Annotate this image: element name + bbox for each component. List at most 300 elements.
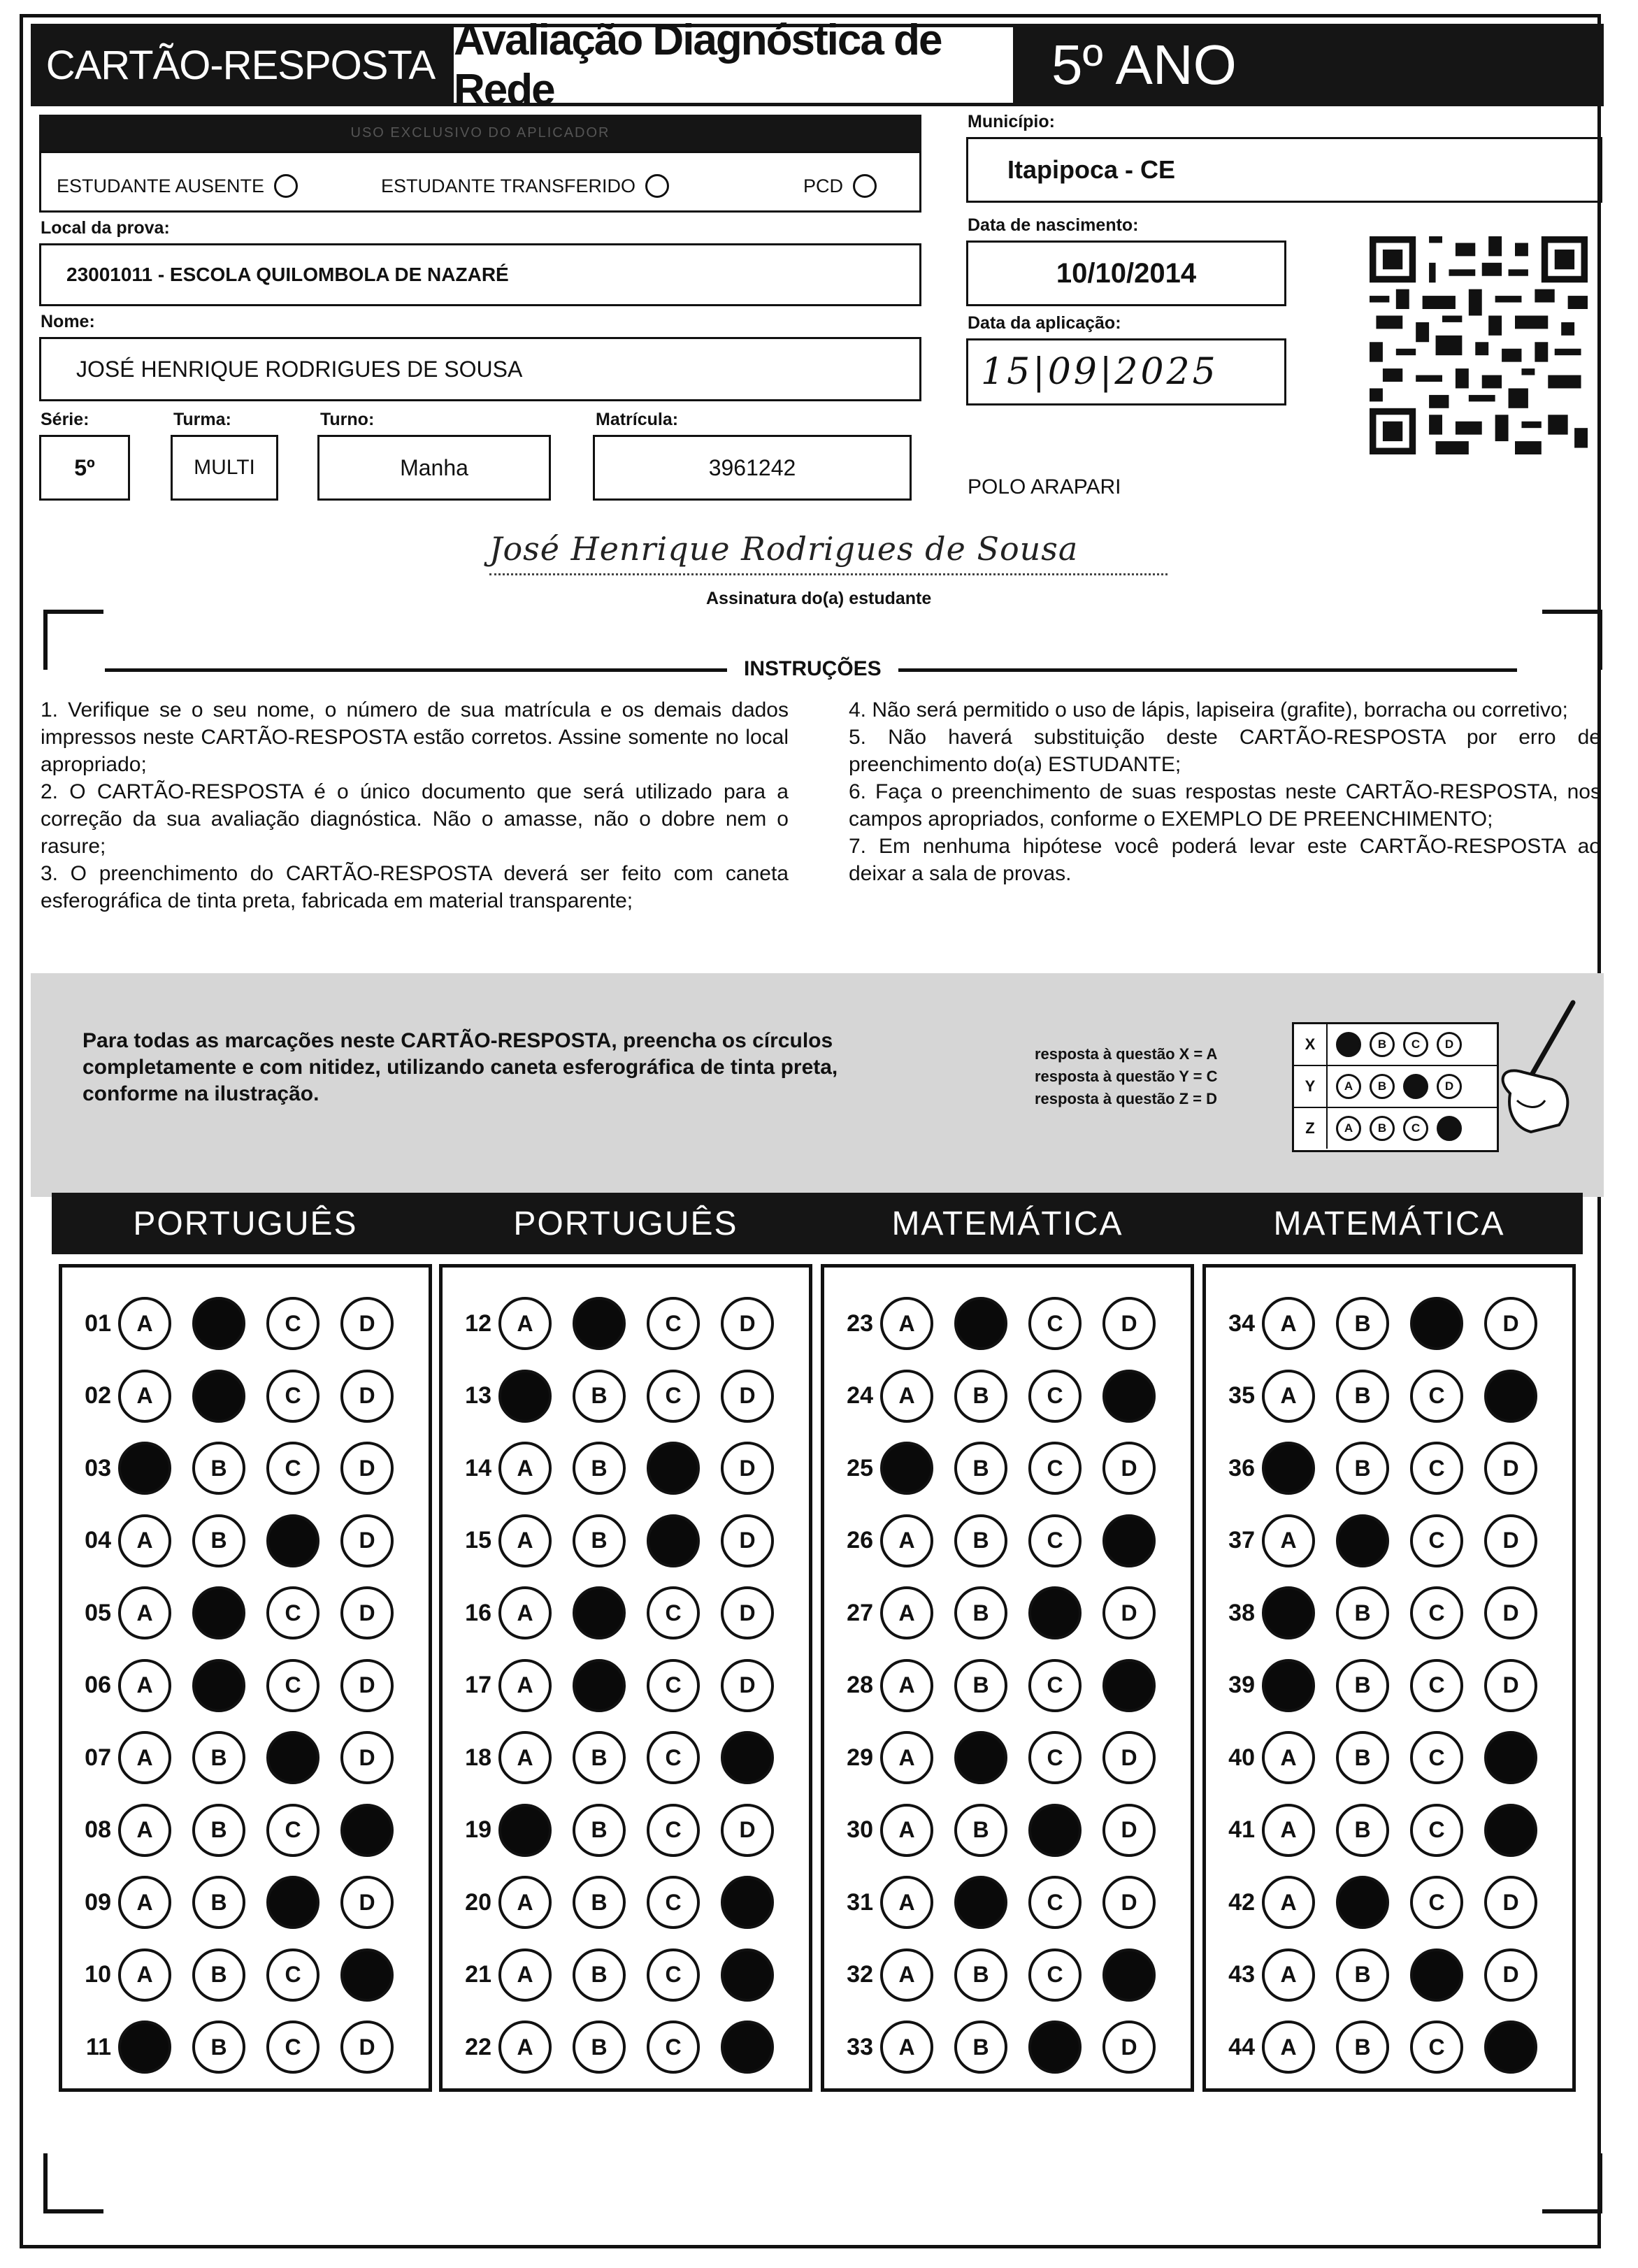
pcd-option[interactable] [803, 174, 877, 198]
answer-bubble-b[interactable]: B [192, 1948, 245, 2002]
answer-bubble-c[interactable] [1410, 1297, 1463, 1350]
nascimento-label: Data de nascimento: [968, 215, 1139, 235]
question-row [62, 1947, 415, 2003]
answer-bubble-a[interactable]: A [1262, 1731, 1315, 1784]
corner-mark-tr [1542, 610, 1602, 670]
answer-bubble-a[interactable]: A [498, 1586, 552, 1639]
question-number: 17 [465, 1672, 491, 1698]
question-row [1206, 1296, 1558, 1351]
answer-bubble-d[interactable]: D [340, 1659, 394, 1712]
answer-bubble-b[interactable]: B [1336, 1804, 1389, 1857]
answer-bubble-c[interactable] [266, 1514, 319, 1567]
answer-bubble-c[interactable]: C [647, 1948, 700, 2002]
answer-bubble-b[interactable]: B [192, 1804, 245, 1857]
transferred-label: ESTUDANTE TRANSFERIDO [381, 175, 636, 196]
matricula-field[interactable]: 3961242 [593, 435, 912, 501]
answer-bubble-a[interactable] [118, 1442, 171, 1495]
answer-bubble-b[interactable]: B [1336, 1948, 1389, 2002]
question-number: 18 [465, 1744, 491, 1771]
instruction-item: 4. Não será permitido o uso de lápis, lapiseira (grafite), borracha ou corretivo; [849, 698, 1568, 722]
qr-code [1365, 236, 1593, 454]
instruction-item: 2. O CARTÃO-RESPOSTA é o único documento que será utilizado para a correção da sua avaliação diagnóstica. Não o amasse, não o dobre nem o rasure; [41, 780, 789, 858]
answer-bubble-d[interactable]: D [721, 1442, 774, 1495]
legend-item: resposta à questão Y = C [1035, 1068, 1218, 1085]
question-row [1206, 2019, 1558, 2075]
answer-bubble-a[interactable] [118, 2021, 171, 2074]
answer-bubble-a[interactable] [880, 1442, 933, 1495]
answer-bubble-c[interactable]: C [647, 1297, 700, 1350]
answer-panel [439, 1264, 812, 2092]
answer-bubble-d[interactable]: D [1484, 1659, 1537, 1712]
answer-bubble-b[interactable]: B [1336, 1370, 1389, 1423]
question-number: 15 [465, 1527, 491, 1553]
question-number: 19 [465, 1816, 491, 1843]
signature-caption: Assinatura do(a) estudante [706, 589, 932, 608]
question-number: 42 [1228, 1888, 1255, 1916]
answer-bubble-b[interactable]: B [573, 1370, 626, 1423]
absent-label: ESTUDANTE AUSENTE [57, 175, 265, 196]
answer-bubble-a[interactable]: A [118, 1876, 171, 1929]
answer-bubble-d[interactable]: D [1484, 1442, 1537, 1495]
answer-bubble-a[interactable]: A [118, 1804, 171, 1857]
answer-bubble-b[interactable]: B [573, 1731, 626, 1784]
answer-bubble-d[interactable]: D [1102, 1297, 1156, 1350]
answer-bubble-b[interactable]: B [1336, 1586, 1389, 1639]
answer-bubble-a[interactable]: A [118, 1948, 171, 2002]
question-number: 10 [85, 1961, 111, 1988]
question-row [62, 1368, 415, 1424]
absent-option[interactable] [57, 174, 298, 198]
answer-bubble-c[interactable]: C [1028, 1442, 1082, 1495]
question-row [824, 1730, 1177, 1786]
applicator-options [39, 151, 921, 213]
answer-bubble-c[interactable]: C [1410, 1804, 1463, 1857]
question-number: 04 [85, 1527, 111, 1553]
answer-bubble-d[interactable]: D [340, 1731, 394, 1784]
answer-bubble-c[interactable]: C [266, 1442, 319, 1495]
answer-bubble-c[interactable]: C [1028, 1297, 1082, 1350]
answer-bubble-c[interactable]: C [647, 1659, 700, 1712]
answer-bubble-a[interactable]: A [880, 1948, 933, 2002]
question-row [824, 1296, 1177, 1351]
municipio-label: Município: [968, 112, 1055, 131]
answer-bubble-b[interactable] [1336, 1514, 1389, 1567]
question-row [1206, 1802, 1558, 1858]
answer-bubble-a[interactable]: A [880, 1659, 933, 1712]
answer-bubble-d[interactable]: D [340, 1876, 394, 1929]
answer-bubble-c[interactable]: C [1410, 1876, 1463, 1929]
question-number: 39 [1228, 1672, 1255, 1698]
answer-bubble-b[interactable] [573, 1297, 626, 1350]
answer-bubble-a[interactable]: A [118, 1514, 171, 1567]
question-row [443, 1368, 795, 1424]
answer-bubble-b[interactable]: B [192, 1514, 245, 1567]
question-row [824, 1802, 1177, 1858]
answer-bubble-d[interactable] [721, 1876, 774, 1929]
answer-bubble-d[interactable] [721, 2021, 774, 2074]
answer-bubble-c[interactable]: C [1028, 1876, 1082, 1929]
answer-bubble-d[interactable]: D [340, 1586, 394, 1639]
answer-bubble-d[interactable]: D [340, 1514, 394, 1567]
question-row [824, 1585, 1177, 1641]
answer-bubble-d[interactable]: D [1102, 2021, 1156, 2074]
answer-bubble-c[interactable] [266, 1876, 319, 1929]
answer-bubble-d[interactable] [1102, 1514, 1156, 1567]
answer-bubble-a[interactable]: A [1262, 1370, 1315, 1423]
header-title: CARTÃO-RESPOSTA [31, 24, 450, 106]
example-row [1294, 1108, 1497, 1149]
answer-bubble-a[interactable]: A [880, 1804, 933, 1857]
answer-bubble-c[interactable]: C [266, 1370, 319, 1423]
answer-bubble-c[interactable]: C [1410, 1586, 1463, 1639]
answer-bubble-d[interactable]: D [1484, 1586, 1537, 1639]
example-row-key: Z [1294, 1108, 1328, 1149]
answer-bubble-c[interactable] [1410, 1948, 1463, 2002]
aplicacao-label: Data da aplicação: [968, 313, 1121, 333]
turma-field[interactable]: MULTI [171, 435, 278, 501]
answer-bubble-a[interactable]: A [1262, 1297, 1315, 1350]
answer-bubble-a[interactable] [1262, 1586, 1315, 1639]
instruction-item: 1. Verifique se o seu nome, o número de sua matrícula e os demais dados impressos neste CARTÃO-RESPOSTA estão corretos. Assine somente no local apropriado; [41, 698, 789, 776]
question-row [443, 1730, 795, 1786]
answer-bubble-c[interactable]: C [1410, 2021, 1463, 2074]
question-row [443, 1874, 795, 1930]
answer-bubble-b[interactable]: B [954, 2021, 1007, 2074]
answer-bubble-a[interactable]: A [498, 1731, 552, 1784]
answer-bubble-c[interactable]: C [1410, 1659, 1463, 1712]
answer-bubble-a[interactable]: A [498, 1659, 552, 1712]
answer-bubble-a[interactable] [498, 1370, 552, 1423]
answer-bubble-a[interactable]: A [880, 1297, 933, 1350]
answer-bubble-d[interactable]: D [721, 1804, 774, 1857]
instructions-left [41, 696, 789, 914]
absent-checkbox[interactable] [274, 174, 298, 198]
example-bubble [1437, 1116, 1462, 1141]
answer-bubble-b[interactable]: B [954, 1659, 1007, 1712]
answer-bubble-c[interactable]: C [1410, 1731, 1463, 1784]
answer-bubble-c[interactable]: C [647, 1876, 700, 1929]
question-row [443, 1658, 795, 1714]
answer-bubble-a[interactable]: A [118, 1370, 171, 1423]
answer-bubble-c[interactable]: C [1410, 1370, 1463, 1423]
answer-bubble-d[interactable] [1484, 1370, 1537, 1423]
answer-bubble-d[interactable]: D [340, 1370, 394, 1423]
answer-bubble-b[interactable]: B [573, 1514, 626, 1567]
answer-bubble-a[interactable]: A [498, 2021, 552, 2074]
answer-bubble-c[interactable]: C [1028, 1731, 1082, 1784]
answer-bubble-b[interactable] [954, 1297, 1007, 1350]
handwritten-signature: José Henrique Rodrigues de Sousa [489, 530, 1079, 568]
turno-field[interactable]: Manha [317, 435, 551, 501]
answer-bubble-a[interactable]: A [880, 1586, 933, 1639]
grade-title: 5º ANO [1016, 24, 1604, 106]
transferred-option[interactable] [381, 174, 669, 198]
answer-bubble-d[interactable]: D [1484, 1948, 1537, 2002]
answer-bubble-a[interactable]: A [1262, 1804, 1315, 1857]
question-row [824, 1368, 1177, 1424]
example-bubble: A [1336, 1116, 1361, 1141]
example-row [1294, 1066, 1497, 1108]
answer-bubble-a[interactable] [498, 1804, 552, 1857]
question-row [443, 1585, 795, 1641]
question-row [824, 1874, 1177, 1930]
answer-bubble-b[interactable] [573, 1586, 626, 1639]
answer-bubble-a[interactable]: A [118, 1297, 171, 1350]
answer-bubble-a[interactable] [1262, 1442, 1315, 1495]
example-legend [1035, 1043, 1217, 1110]
question-row [443, 1802, 795, 1858]
question-number: 07 [85, 1744, 111, 1771]
question-row [824, 1440, 1177, 1496]
answer-bubble-d[interactable]: D [340, 2021, 394, 2074]
answer-bubble-c[interactable]: C [647, 1731, 700, 1784]
answer-bubble-a[interactable]: A [118, 1586, 171, 1639]
instructions-title: INSTRUÇÕES [727, 657, 898, 681]
name-field[interactable]: JOSÉ HENRIQUE RODRIGUES DE SOUSA [39, 337, 921, 401]
answer-bubble-d[interactable]: D [721, 1586, 774, 1639]
question-row [1206, 1513, 1558, 1569]
example-bubble: B [1370, 1116, 1395, 1141]
answer-bubble-b[interactable] [573, 1659, 626, 1712]
answer-bubble-d[interactable] [721, 1731, 774, 1784]
question-number: 30 [847, 1816, 873, 1843]
answer-bubble-c[interactable]: C [266, 1659, 319, 1712]
answer-bubble-a[interactable]: A [880, 1876, 933, 1929]
answer-bubble-c[interactable] [1028, 1804, 1082, 1857]
answer-bubble-d[interactable] [1102, 1370, 1156, 1423]
question-number: 38 [1228, 1599, 1255, 1626]
instruction-item: 7. Em nenhuma hipótese você poderá levar este CARTÃO-RESPOSTA ao deixar a sala de provas. [849, 835, 1601, 885]
answer-bubble-b[interactable]: B [1336, 1442, 1389, 1495]
answer-bubble-c[interactable]: C [266, 1586, 319, 1639]
answer-bubble-d[interactable]: D [721, 1514, 774, 1567]
transferred-checkbox[interactable] [645, 174, 669, 198]
answer-bubble-d[interactable] [1484, 1804, 1537, 1857]
answer-bubble-b[interactable]: B [192, 2021, 245, 2074]
answer-bubble-d[interactable]: D [721, 1297, 774, 1350]
answer-bubble-d[interactable]: D [1102, 1804, 1156, 1857]
example-bubble: B [1370, 1032, 1395, 1057]
local-field[interactable]: 23001011 - ESCOLA QUILOMBOLA DE NAZARÉ [39, 243, 921, 306]
question-row [443, 2019, 795, 2075]
serie-field[interactable]: 5º [39, 435, 130, 501]
question-row [1206, 1440, 1558, 1496]
answer-bubble-d[interactable]: D [1102, 1586, 1156, 1639]
answer-bubble-b[interactable]: B [1336, 1731, 1389, 1784]
question-number: 40 [1228, 1744, 1255, 1771]
answer-bubble-b[interactable]: B [573, 1804, 626, 1857]
answer-bubble-a[interactable]: A [118, 1659, 171, 1712]
answer-bubble-b[interactable]: B [573, 1948, 626, 2002]
answer-bubble-b[interactable]: B [1336, 1659, 1389, 1712]
answer-bubble-d[interactable] [340, 1804, 394, 1857]
example-bubble [1336, 1032, 1361, 1057]
answer-bubble-b[interactable] [192, 1297, 245, 1350]
answer-bubble-a[interactable]: A [880, 1731, 933, 1784]
answer-bubble-d[interactable] [1484, 2021, 1537, 2074]
answer-bubble-a[interactable] [1262, 1659, 1315, 1712]
answer-bubble-c[interactable] [647, 1514, 700, 1567]
answer-bubble-c[interactable]: C [266, 1804, 319, 1857]
answer-bubble-a[interactable]: A [498, 1297, 552, 1350]
answer-bubble-a[interactable]: A [880, 2021, 933, 2074]
example-bubble [1403, 1074, 1428, 1099]
question-number: 20 [465, 1888, 491, 1916]
question-number: 21 [465, 1961, 491, 1988]
question-number: 43 [1228, 1961, 1255, 1988]
answer-bubble-a[interactable]: A [880, 1370, 933, 1423]
answer-bubble-b[interactable]: B [1336, 2021, 1389, 2074]
answer-bubble-b[interactable]: B [192, 1876, 245, 1929]
answer-bubble-c[interactable]: C [647, 1804, 700, 1857]
answer-bubble-c[interactable]: C [647, 1370, 700, 1423]
answer-bubble-b[interactable]: B [573, 1442, 626, 1495]
answer-bubble-d[interactable] [1102, 1948, 1156, 2002]
answer-bubble-b[interactable]: B [954, 1442, 1007, 1495]
answer-bubble-b[interactable] [954, 1731, 1007, 1784]
answer-bubble-a[interactable]: A [118, 1731, 171, 1784]
answer-bubble-d[interactable] [1102, 1659, 1156, 1712]
panel-title: PORTUGUÊS [52, 1193, 439, 1254]
example-text: Para todas as marcações neste CARTÃO-RESPOSTA, preencha os círculos completamente e com nitidez, utilizando caneta esferográfica de tinta preta, conforme na ilustração. [82, 1029, 838, 1105]
instruction-item: 5. Não haverá substituição deste CARTÃO-RESPOSTA por erro de preenchimento do(a) ESTUDANTE; [849, 726, 1601, 776]
answer-bubble-b[interactable]: B [192, 1442, 245, 1495]
answer-bubble-c[interactable]: C [1410, 1514, 1463, 1567]
answer-bubble-c[interactable] [266, 1731, 319, 1784]
answer-bubble-a[interactable]: A [1262, 2021, 1315, 2074]
question-number: 08 [85, 1816, 111, 1843]
answer-bubble-b[interactable]: B [1336, 1297, 1389, 1350]
answer-panel [59, 1264, 432, 2092]
question-number: 12 [465, 1309, 491, 1337]
local-label: Local da prova: [41, 218, 170, 238]
question-number: 06 [85, 1672, 111, 1698]
answer-bubble-a[interactable]: A [498, 1514, 552, 1567]
question-row [824, 2019, 1177, 2075]
answer-bubble-d[interactable]: D [340, 1442, 394, 1495]
answer-bubble-b[interactable]: B [954, 1804, 1007, 1857]
answer-bubble-b[interactable]: B [573, 2021, 626, 2074]
answer-bubble-d[interactable]: D [1102, 1876, 1156, 1929]
question-row [62, 1658, 415, 1714]
matricula-label: Matrícula: [596, 410, 679, 429]
question-row [443, 1513, 795, 1569]
answer-bubble-d[interactable]: D [721, 1659, 774, 1712]
answer-bubble-b[interactable] [192, 1370, 245, 1423]
exam-title: Avaliação Diagnóstica de Rede [450, 24, 1016, 106]
answer-bubble-c[interactable]: C [647, 2021, 700, 2074]
question-number: 23 [847, 1309, 873, 1337]
answer-bubble-a[interactable]: A [1262, 1948, 1315, 2002]
answer-bubble-d[interactable]: D [1484, 1297, 1537, 1350]
example-bubble: A [1336, 1074, 1361, 1099]
question-row [1206, 1658, 1558, 1714]
applicator-bar: USO EXCLUSIVO DO APLICADOR [39, 115, 921, 151]
question-row [443, 1296, 795, 1351]
answer-bubble-d[interactable]: D [1484, 1514, 1537, 1567]
answer-bubble-c[interactable] [1028, 2021, 1082, 2074]
answer-bubble-b[interactable] [954, 1876, 1007, 1929]
question-number: 01 [85, 1309, 111, 1337]
question-number: 35 [1228, 1382, 1255, 1409]
answer-bubble-d[interactable]: D [1484, 1876, 1537, 1929]
panel-title: MATEMÁTICA [814, 1193, 1201, 1254]
answer-bubble-c[interactable]: C [1028, 1514, 1082, 1567]
answer-bubble-b[interactable]: B [192, 1731, 245, 1784]
answer-bubble-d[interactable] [721, 1948, 774, 2002]
example-row-key: Y [1294, 1066, 1328, 1107]
question-row [824, 1513, 1177, 1569]
answer-bubble-b[interactable]: B [954, 1586, 1007, 1639]
answer-bubble-b[interactable] [192, 1659, 245, 1712]
answer-bubble-b[interactable]: B [954, 1948, 1007, 2002]
answer-bubble-b[interactable]: B [954, 1514, 1007, 1567]
answer-bubble-c[interactable] [647, 1442, 700, 1495]
answer-bubble-c[interactable]: C [1028, 1370, 1082, 1423]
answer-bubble-a[interactable]: A [498, 1948, 552, 2002]
instructions-right [849, 696, 1601, 887]
answer-bubble-a[interactable]: A [498, 1442, 552, 1495]
aplicacao-field[interactable]: 15|09|2025 [966, 338, 1286, 405]
instruction-item: 3. O preenchimento do CARTÃO-RESPOSTA deverá ser feito com caneta esferográfica de tinta preta, fabricada em material transparente; [41, 862, 789, 912]
answer-bubble-c[interactable]: C [266, 1948, 319, 2002]
answer-bubble-c[interactable]: C [1028, 1659, 1082, 1712]
answer-bubble-a[interactable]: A [1262, 1876, 1315, 1929]
answer-bubble-d[interactable]: D [1102, 1731, 1156, 1784]
answer-bubble-a[interactable]: A [880, 1514, 933, 1567]
signature-line [489, 573, 1168, 575]
question-number: 13 [465, 1382, 491, 1409]
panel-title: MATEMÁTICA [1195, 1193, 1583, 1254]
example-bubble: C [1403, 1032, 1428, 1057]
answer-bubble-c[interactable] [1028, 1586, 1082, 1639]
question-row [1206, 1730, 1558, 1786]
answer-bubble-a[interactable]: A [498, 1876, 552, 1929]
answer-bubble-b[interactable] [1336, 1876, 1389, 1929]
panel-title: PORTUGUÊS [432, 1193, 819, 1254]
answer-bubble-a[interactable]: A [1262, 1514, 1315, 1567]
answer-bubble-c[interactable]: C [1410, 1442, 1463, 1495]
pcd-label: PCD [803, 175, 844, 196]
question-number: 33 [847, 2033, 873, 2060]
example-bubble: C [1403, 1116, 1428, 1141]
question-row [62, 2019, 415, 2075]
example-bubble: B [1370, 1074, 1395, 1099]
nascimento-field[interactable]: 10/10/2014 [966, 241, 1286, 306]
answer-bubble-d[interactable]: D [721, 1370, 774, 1423]
serie-label: Série: [41, 410, 89, 429]
answer-bubble-d[interactable] [340, 1948, 394, 2002]
question-row [1206, 1585, 1558, 1641]
corner-mark-tl [43, 610, 103, 670]
answer-bubble-c[interactable]: C [1028, 1948, 1082, 2002]
answer-bubble-c[interactable]: C [266, 2021, 319, 2074]
answer-bubble-b[interactable] [192, 1586, 245, 1639]
answer-bubble-c[interactable]: C [647, 1586, 700, 1639]
example-row [1294, 1024, 1497, 1066]
answer-bubble-b[interactable]: B [954, 1370, 1007, 1423]
municipio-field[interactable]: Itapipoca - CE [966, 137, 1602, 203]
answer-bubble-c[interactable]: C [266, 1297, 319, 1350]
answer-bubble-d[interactable]: D [1102, 1442, 1156, 1495]
answer-bubble-d[interactable]: D [340, 1297, 394, 1350]
question-number: 28 [847, 1672, 873, 1698]
answer-bubble-d[interactable] [1484, 1731, 1537, 1784]
answer-bubble-b[interactable]: B [573, 1876, 626, 1929]
question-number: 29 [847, 1744, 873, 1771]
pcd-checkbox[interactable] [853, 174, 877, 198]
question-row [443, 1440, 795, 1496]
